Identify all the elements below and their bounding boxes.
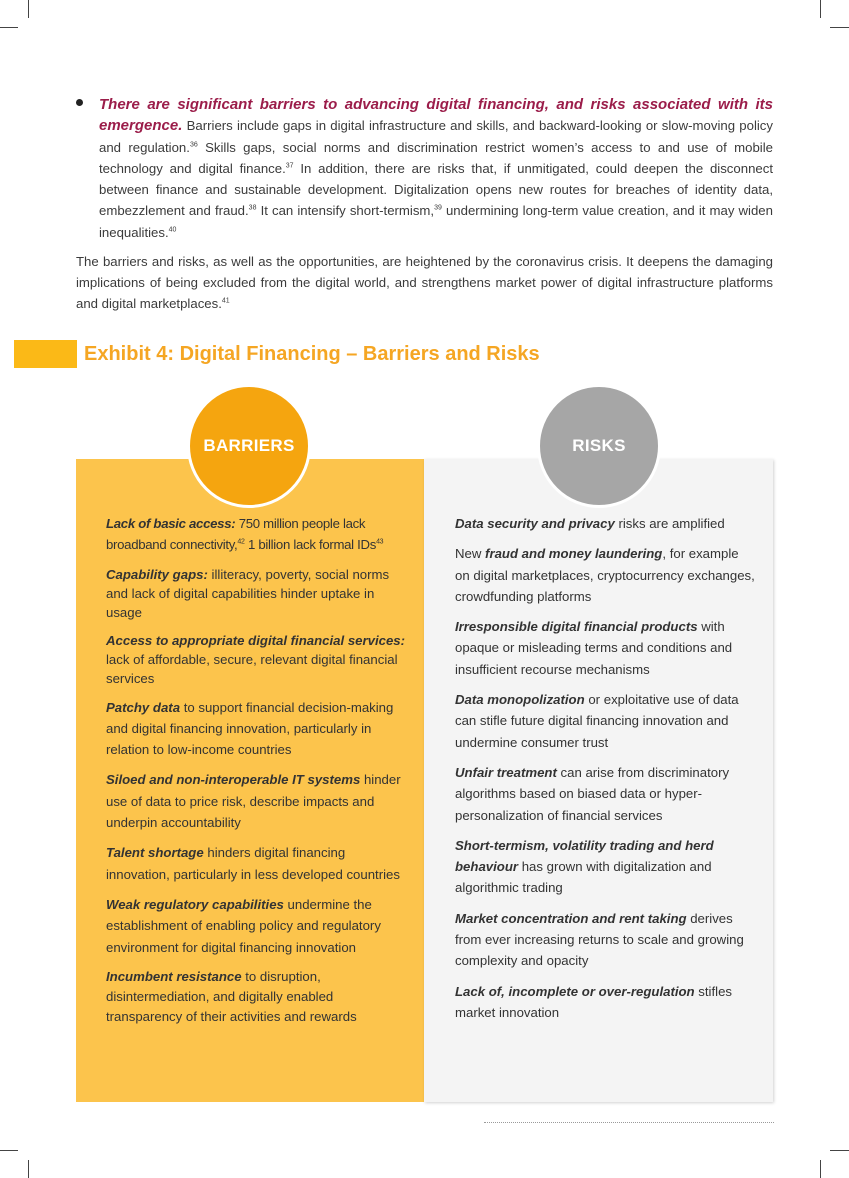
barriers-circle (187, 384, 311, 508)
barrier-item (106, 842, 406, 885)
barrier-item-bold: Capability gaps: (106, 566, 208, 582)
barrier-item (106, 967, 406, 1027)
risk-item (455, 762, 755, 826)
crop-mark (830, 1150, 849, 1151)
barrier-item-text: lack of affordable, secure, relevant digital financial services (106, 651, 398, 686)
barrier-item (106, 513, 406, 556)
barrier-item-bold: Lack of basic access: (106, 516, 236, 531)
risk-item-text: with opaque or misleading terms and conditions and insufficient recourse mechanisms (455, 619, 733, 677)
bullet-sentence: Skills gaps, social norms and discrimination restrict women’s access to and use of mobile technology and digital finance. (99, 139, 773, 176)
crop-mark (28, 1160, 29, 1178)
risk-item-bold: Irresponsible digital financial products (455, 619, 698, 635)
barrier-item-text: illiteracy, poverty, social norms and lack of digital capabilities hinder uptake in usage (106, 566, 390, 620)
risks-circle (537, 384, 661, 508)
barrier-item-bold: Weak regulatory capabilities (106, 896, 284, 912)
risk-item (455, 981, 755, 1024)
bullet-sentence: undermining long-term value creation, and it may widen inequalities. (99, 203, 773, 240)
risk-item-bold: Unfair treatment (455, 764, 557, 780)
barrier-item-text: 750 million people lack broadband connectivity, (106, 516, 366, 553)
barrier-item (106, 894, 406, 958)
risk-item-bold: Data monopolization (455, 692, 585, 708)
bullet-sentence: It can intensify short-termism, (256, 203, 435, 219)
risk-item (455, 835, 755, 899)
bullet-dot (76, 99, 83, 106)
barrier-item-bold: Access to appropriate digital financial services: (106, 632, 406, 648)
barrier-item (106, 565, 406, 622)
barriers-risks-bullet (76, 94, 773, 243)
barriers-heading: BARRIERS (203, 436, 295, 455)
bullet-sentence: Barriers include gaps in digital infrastructure and skills, and backward-looking or slow-moving policy and regulation. (99, 118, 773, 155)
risk-item-text: stifles market innovation (455, 983, 732, 1020)
risk-item-text: New (455, 546, 486, 562)
footnote-ref: 43 (376, 538, 384, 546)
footnote-ref: 39 (434, 205, 442, 213)
risk-item (455, 689, 755, 753)
risk-item-bold: Lack of, incomplete or over-regulation (455, 983, 695, 999)
crop-mark (830, 27, 849, 28)
barrier-item-text: to support financial decision-making and digital financing innovation, particularly in relation to low-income countries (106, 699, 394, 758)
bullet-sentence: In addition, there are risks that, if unmitigated, could deepen the disconnect between finance and sustainable development. Digitalization opens new routes for breaches of identity data, embezzlement and fraud. (99, 160, 773, 219)
footnote-ref: 41 (221, 297, 230, 305)
risk-item-text: derives from ever increasing returns to scale and growing complexity and opacity (455, 910, 744, 969)
barrier-item-bold: Siloed and non-interoperable IT systems (106, 772, 361, 788)
risks-list (455, 513, 755, 1032)
barrier-item-text: hinder use of data to price risk, describe impacts and underpin accountability (106, 772, 401, 831)
footnote-ref: 36 (189, 141, 198, 149)
risk-item-bold: Market concentration and rent taking (455, 910, 687, 926)
barrier-item (106, 769, 406, 833)
crop-mark (0, 1150, 18, 1151)
crop-mark (0, 27, 18, 28)
footnote-ref: 37 (285, 162, 294, 170)
footer-divider (484, 1122, 774, 1123)
barrier-item-text: hinders digital financing innovation, particularly in less developed countries (106, 845, 400, 882)
bullet-lead: There are significant barriers to advancing digital financing, and risks associated with its emergence. (99, 96, 773, 135)
risks-heading: RISKS (572, 436, 626, 455)
crop-mark (820, 1160, 821, 1178)
coronavirus-paragraph (76, 251, 773, 314)
barrier-item-bold: Patchy data (106, 699, 181, 715)
exhibit-accent-bar (14, 340, 77, 368)
barrier-item-text: to disruption, disintermediation, and digitally enabled transparency of their activities and rewards (106, 968, 357, 1024)
crop-mark (28, 0, 29, 18)
risk-item-text: , for example on digital marketplaces, cryptocurrency exchanges, crowdfunding platforms (455, 546, 755, 604)
barrier-item-text: 1 billion lack formal IDs (244, 537, 377, 553)
barrier-item-bold: Incumbent resistance (106, 968, 242, 984)
barrier-item (106, 631, 406, 688)
risk-item (455, 543, 755, 607)
footnote-ref: 38 (248, 205, 257, 213)
barrier-item (106, 697, 406, 761)
risk-item (455, 513, 755, 534)
bullet-text (99, 94, 773, 243)
risk-item (455, 616, 755, 680)
footnote-ref: 42 (237, 538, 245, 546)
risk-item-bold: fraud and money laundering (485, 546, 663, 562)
risk-item (455, 908, 755, 972)
barrier-item-text: undermine the establishment of enabling policy and regulatory environment for digital financing innovation (106, 896, 381, 955)
risk-item-text: can arise from discriminatory algorithms based on biased data or hyper-personalization of financial services (455, 764, 730, 823)
risk-item-text: or exploitative use of data can stifle future digital financing innovation and undermine consumer trust (455, 692, 739, 750)
risk-item-bold: Data security and privacy (455, 516, 615, 531)
risk-item-text: risks are amplified (614, 516, 725, 531)
risk-item-bold: Short-termism, volatility trading and herd behaviour (455, 837, 714, 875)
barriers-list (106, 513, 406, 1036)
paragraph-text: The barriers and risks, as well as the opportunities, are heightened by the coronavirus crisis. It deepens the damaging implications of being excluded from the digital world, and strengthens market power of digital infrastructure platforms and digital marketplaces. (76, 254, 773, 311)
exhibit-title: Exhibit 4: Digital Financing – Barriers and Risks (84, 343, 540, 365)
barrier-item-bold: Talent shortage (106, 845, 204, 861)
risk-item-text: has grown with digitalization and algorithmic trading (455, 859, 712, 896)
footnote-ref: 40 (168, 226, 177, 234)
crop-mark (820, 0, 821, 18)
